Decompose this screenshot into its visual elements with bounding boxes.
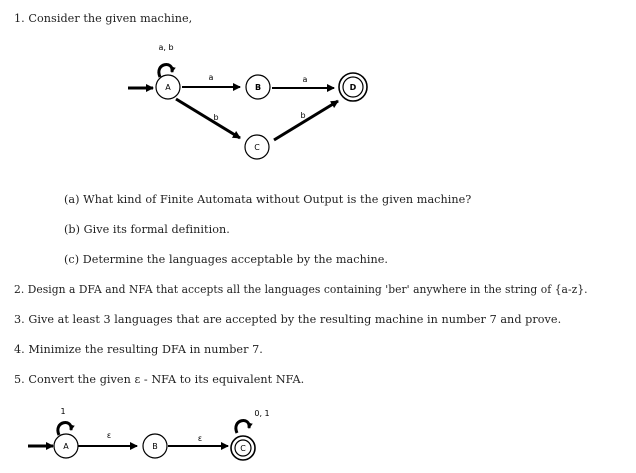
edge-b-c-label-2: ε [197, 434, 203, 443]
state-c-2-label: C [240, 444, 246, 453]
self-loop-a-2 [58, 423, 71, 435]
machine-1-diagram [128, 43, 367, 159]
state-d-label: D [349, 83, 357, 92]
question-1-heading: 1. Consider the given machine, [14, 12, 193, 25]
state-c-label: C [254, 143, 260, 152]
loop-c-label: 0, 1 [254, 409, 270, 418]
state-b-2-label: B [152, 442, 158, 451]
question-4: 4. Minimize the resulting DFA in number 7. [14, 343, 263, 356]
question-1c: (c) Determine the languages acceptable by the machine. [64, 253, 389, 266]
self-loop-c-2 [236, 421, 249, 433]
state-b-label: B [254, 83, 262, 92]
question-3: 3. Give at least 3 languages that are accepted by the resulting machine in number 7 and prove. [14, 313, 562, 326]
loop-a-label: 1 [60, 407, 66, 416]
edge-a-c-label: b [213, 113, 219, 122]
question-5: 5. Convert the given ε - NFA to its equivalent NFA. [14, 373, 305, 386]
question-2: 2. Design a DFA and NFA that accepts all the languages containing 'ber' anywhere in the string of {a-z}. [14, 283, 588, 296]
edge-b-d-label: a [302, 75, 308, 84]
edge-a-b-label: a [208, 73, 214, 82]
state-a-2-label: A [63, 442, 69, 451]
question-1b: (b) Give its formal definition. [64, 223, 230, 236]
loop-label: a, b [158, 43, 174, 52]
state-a-label: A [165, 83, 171, 92]
edge-c-d [274, 101, 338, 140]
question-1a: (a) What kind of Finite Automata without Output is the given machine? [64, 193, 472, 206]
edge-c-d-label: b [300, 111, 306, 120]
machine-2-diagram [28, 407, 270, 460]
edge-a-c [176, 99, 240, 138]
edge-a-b-label-2: ε [106, 431, 112, 440]
